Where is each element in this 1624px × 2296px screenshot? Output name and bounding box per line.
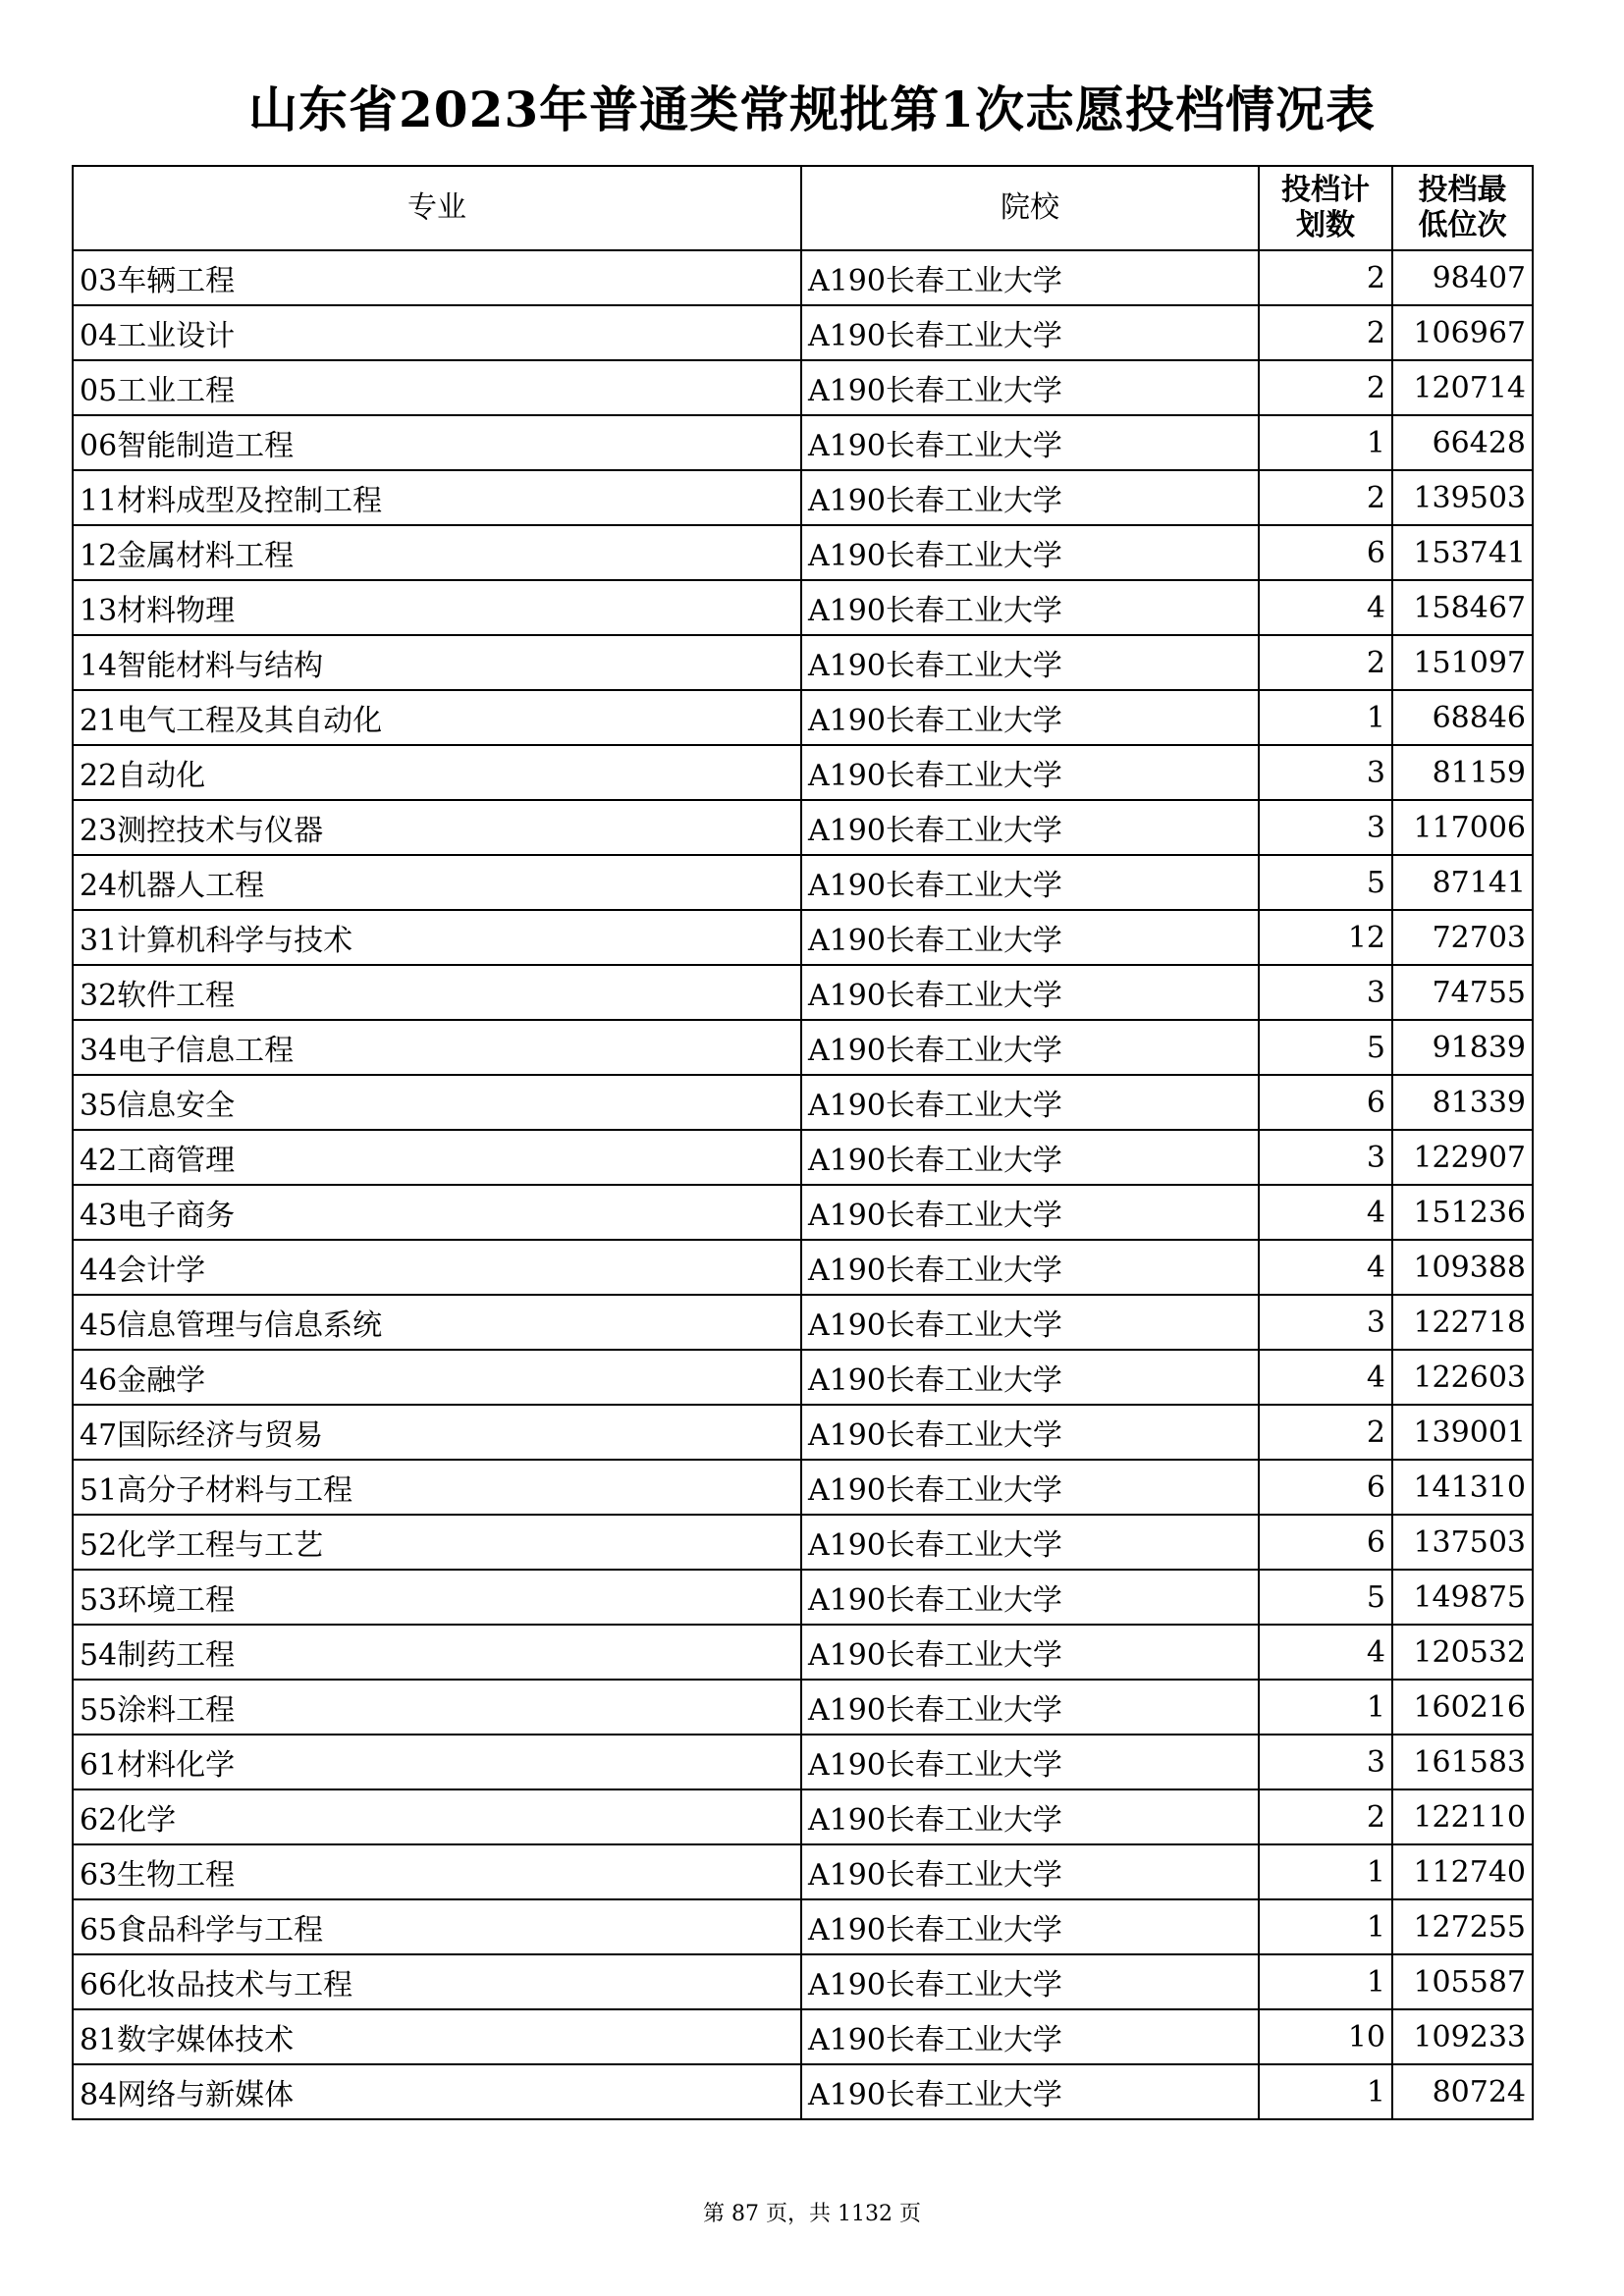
table-row — [73, 2009, 1533, 2064]
cell-major: 84网络与新媒体 — [73, 2064, 801, 2119]
cell-plan: 10 — [1259, 2009, 1392, 2064]
table-row — [73, 1295, 1533, 1350]
cell-rank: 161583 — [1392, 1735, 1533, 1789]
cell-rank: 153741 — [1392, 525, 1533, 580]
cell-major: 13材料物理 — [73, 580, 801, 635]
cell-school: A190长春工业大学 — [801, 1789, 1259, 1844]
cell-plan: 2 — [1259, 470, 1392, 525]
cell-major: 35信息安全 — [73, 1075, 801, 1130]
table-row — [73, 1075, 1533, 1130]
cell-rank: 158467 — [1392, 580, 1533, 635]
cell-school: A190长春工业大学 — [801, 1954, 1259, 2009]
cell-school: A190长春工业大学 — [801, 855, 1259, 910]
cell-school: A190长春工业大学 — [801, 525, 1259, 580]
cell-rank: 151236 — [1392, 1185, 1533, 1240]
cell-rank: 117006 — [1392, 800, 1533, 855]
cell-school: A190长春工业大学 — [801, 1405, 1259, 1460]
cell-rank: 127255 — [1392, 1899, 1533, 1954]
cell-plan: 1 — [1259, 2064, 1392, 2119]
cell-major: 52化学工程与工艺 — [73, 1515, 801, 1570]
cell-major: 62化学 — [73, 1789, 801, 1844]
cell-major: 61材料化学 — [73, 1735, 801, 1789]
cell-plan: 3 — [1259, 800, 1392, 855]
cell-plan: 4 — [1259, 1240, 1392, 1295]
cell-rank: 74755 — [1392, 965, 1533, 1020]
table-row — [73, 1735, 1533, 1789]
cell-major: 34电子信息工程 — [73, 1020, 801, 1075]
cell-rank: 98407 — [1392, 250, 1533, 305]
cell-rank: 151097 — [1392, 635, 1533, 690]
cell-rank: 141310 — [1392, 1460, 1533, 1515]
table-row — [73, 2064, 1533, 2119]
cell-plan: 2 — [1259, 1789, 1392, 1844]
cell-plan: 3 — [1259, 1295, 1392, 1350]
cell-school: A190长春工业大学 — [801, 1075, 1259, 1130]
table-row — [73, 1899, 1533, 1954]
table-row — [73, 1130, 1533, 1185]
cell-plan: 2 — [1259, 305, 1392, 360]
cell-major: 65食品科学与工程 — [73, 1899, 801, 1954]
cell-major: 12金属材料工程 — [73, 525, 801, 580]
cell-major: 44会计学 — [73, 1240, 801, 1295]
cell-major: 14智能材料与结构 — [73, 635, 801, 690]
cell-school: A190长春工业大学 — [801, 2064, 1259, 2119]
cell-school: A190长春工业大学 — [801, 1570, 1259, 1625]
cell-major: 22自动化 — [73, 745, 801, 800]
table-row — [73, 1460, 1533, 1515]
cell-major: 42工商管理 — [73, 1130, 801, 1185]
cell-rank: 105587 — [1392, 1954, 1533, 2009]
cell-major: 21电气工程及其自动化 — [73, 690, 801, 745]
cell-major: 47国际经济与贸易 — [73, 1405, 801, 1460]
table-row — [73, 855, 1533, 910]
cell-plan: 2 — [1259, 1405, 1392, 1460]
cell-school: A190长春工业大学 — [801, 1844, 1259, 1899]
table-row — [73, 910, 1533, 965]
cell-major: 51高分子材料与工程 — [73, 1460, 801, 1515]
cell-school: A190长春工业大学 — [801, 1295, 1259, 1350]
cell-school: A190长春工业大学 — [801, 800, 1259, 855]
cell-major: 46金融学 — [73, 1350, 801, 1405]
table-row — [73, 580, 1533, 635]
cell-plan: 6 — [1259, 1075, 1392, 1130]
table-row — [73, 305, 1533, 360]
cell-rank: 112740 — [1392, 1844, 1533, 1899]
cell-major: 31计算机科学与技术 — [73, 910, 801, 965]
cell-plan: 1 — [1259, 1899, 1392, 1954]
cell-school: A190长春工业大学 — [801, 1130, 1259, 1185]
table-row — [73, 1954, 1533, 2009]
cell-rank: 66428 — [1392, 415, 1533, 470]
cell-rank: 137503 — [1392, 1515, 1533, 1570]
cell-rank: 122603 — [1392, 1350, 1533, 1405]
table-row — [73, 1625, 1533, 1680]
cell-rank: 81339 — [1392, 1075, 1533, 1130]
cell-plan: 1 — [1259, 415, 1392, 470]
cell-major: 03车辆工程 — [73, 250, 801, 305]
table-row — [73, 745, 1533, 800]
table-row — [73, 1240, 1533, 1295]
table-row — [73, 1020, 1533, 1075]
cell-plan: 4 — [1259, 580, 1392, 635]
cell-plan: 2 — [1259, 360, 1392, 415]
cell-plan: 5 — [1259, 1570, 1392, 1625]
cell-school: A190长春工业大学 — [801, 910, 1259, 965]
cell-plan: 1 — [1259, 1954, 1392, 2009]
table-row — [73, 635, 1533, 690]
cell-rank: 87141 — [1392, 855, 1533, 910]
cell-major: 24机器人工程 — [73, 855, 801, 910]
table-row — [73, 1570, 1533, 1625]
cell-plan: 2 — [1259, 250, 1392, 305]
cell-plan: 6 — [1259, 1460, 1392, 1515]
table-row — [73, 250, 1533, 305]
cell-rank: 122907 — [1392, 1130, 1533, 1185]
cell-rank: 139001 — [1392, 1405, 1533, 1460]
cell-rank: 122110 — [1392, 1789, 1533, 1844]
cell-rank: 80724 — [1392, 2064, 1533, 2119]
cell-school: A190长春工业大学 — [801, 690, 1259, 745]
cell-major: 63生物工程 — [73, 1844, 801, 1899]
cell-plan: 12 — [1259, 910, 1392, 965]
table-row — [73, 690, 1533, 745]
cell-major: 53环境工程 — [73, 1570, 801, 1625]
cell-major: 54制药工程 — [73, 1625, 801, 1680]
table-row — [73, 360, 1533, 415]
table-row — [73, 965, 1533, 1020]
table-row — [73, 1680, 1533, 1735]
cell-school: A190长春工业大学 — [801, 1515, 1259, 1570]
header-rank-line1: 投档最 — [1418, 173, 1507, 207]
cell-plan: 1 — [1259, 690, 1392, 745]
cell-rank: 72703 — [1392, 910, 1533, 965]
cell-plan: 5 — [1259, 855, 1392, 910]
table-row — [73, 1185, 1533, 1240]
cell-school: A190长春工业大学 — [801, 415, 1259, 470]
cell-plan: 4 — [1259, 1625, 1392, 1680]
cell-school: A190长春工业大学 — [801, 745, 1259, 800]
cell-rank: 149875 — [1392, 1570, 1533, 1625]
cell-rank: 81159 — [1392, 745, 1533, 800]
cell-plan: 4 — [1259, 1185, 1392, 1240]
cell-plan: 2 — [1259, 635, 1392, 690]
table-row — [73, 470, 1533, 525]
table-row — [73, 800, 1533, 855]
cell-major: 11材料成型及控制工程 — [73, 470, 801, 525]
cell-major: 45信息管理与信息系统 — [73, 1295, 801, 1350]
cell-plan: 4 — [1259, 1350, 1392, 1405]
table-row — [73, 1405, 1533, 1460]
cell-plan: 1 — [1259, 1680, 1392, 1735]
cell-major: 06智能制造工程 — [73, 415, 801, 470]
cell-plan: 3 — [1259, 1130, 1392, 1185]
cell-school: A190长春工业大学 — [801, 1625, 1259, 1680]
header-rank-line2: 低位次 — [1418, 208, 1507, 242]
table-row — [73, 1350, 1533, 1405]
header-major: 专业 — [73, 166, 801, 250]
cell-major: 55涂料工程 — [73, 1680, 801, 1735]
cell-school: A190长春工业大学 — [801, 1899, 1259, 1954]
cell-major: 66化妆品技术与工程 — [73, 1954, 801, 2009]
table-row — [73, 1789, 1533, 1844]
cell-school: A190长春工业大学 — [801, 580, 1259, 635]
cell-rank: 109233 — [1392, 2009, 1533, 2064]
cell-rank: 109388 — [1392, 1240, 1533, 1295]
cell-plan: 5 — [1259, 1020, 1392, 1075]
page-footer: 第 87 页，共 1132 页 — [703, 2202, 921, 2226]
cell-school: A190长春工业大学 — [801, 1240, 1259, 1295]
table-row — [73, 525, 1533, 580]
header-rank — [1392, 166, 1533, 250]
cell-plan: 3 — [1259, 745, 1392, 800]
cell-rank: 91839 — [1392, 1020, 1533, 1075]
cell-rank: 68846 — [1392, 690, 1533, 745]
cell-school: A190长春工业大学 — [801, 1185, 1259, 1240]
cell-school: A190长春工业大学 — [801, 360, 1259, 415]
header-school: 院校 — [801, 166, 1259, 250]
cell-plan: 1 — [1259, 1844, 1392, 1899]
cell-major: 23测控技术与仪器 — [73, 800, 801, 855]
cell-rank: 120532 — [1392, 1625, 1533, 1680]
page-title: 山东省2023年普通类常规批第1次志愿投档情况表 — [248, 80, 1376, 138]
cell-school: A190长春工业大学 — [801, 1350, 1259, 1405]
cell-plan: 3 — [1259, 965, 1392, 1020]
cell-school: A190长春工业大学 — [801, 470, 1259, 525]
table-row — [73, 1844, 1533, 1899]
cell-school: A190长春工业大学 — [801, 1460, 1259, 1515]
cell-rank: 106967 — [1392, 305, 1533, 360]
cell-school: A190长春工业大学 — [801, 2009, 1259, 2064]
cell-rank: 122718 — [1392, 1295, 1533, 1350]
cell-major: 05工业工程 — [73, 360, 801, 415]
header-plan — [1259, 166, 1392, 250]
cell-major: 43电子商务 — [73, 1185, 801, 1240]
admission-table — [72, 165, 1534, 2120]
cell-plan: 6 — [1259, 1515, 1392, 1570]
cell-school: A190长春工业大学 — [801, 635, 1259, 690]
table-row — [73, 1515, 1533, 1570]
cell-school: A190长春工业大学 — [801, 1735, 1259, 1789]
cell-school: A190长春工业大学 — [801, 305, 1259, 360]
cell-rank: 120714 — [1392, 360, 1533, 415]
cell-rank: 160216 — [1392, 1680, 1533, 1735]
table-row — [73, 415, 1533, 470]
cell-major: 81数字媒体技术 — [73, 2009, 801, 2064]
cell-school: A190长春工业大学 — [801, 1680, 1259, 1735]
cell-school: A190长春工业大学 — [801, 965, 1259, 1020]
header-plan-line1: 投档计 — [1281, 173, 1370, 207]
cell-school: A190长春工业大学 — [801, 250, 1259, 305]
header-plan-line2: 划数 — [1296, 208, 1355, 242]
cell-major: 04工业设计 — [73, 305, 801, 360]
cell-rank: 139503 — [1392, 470, 1533, 525]
table-header-row — [73, 166, 1533, 250]
cell-major: 32软件工程 — [73, 965, 801, 1020]
cell-plan: 3 — [1259, 1735, 1392, 1789]
cell-school: A190长春工业大学 — [801, 1020, 1259, 1075]
cell-plan: 6 — [1259, 525, 1392, 580]
